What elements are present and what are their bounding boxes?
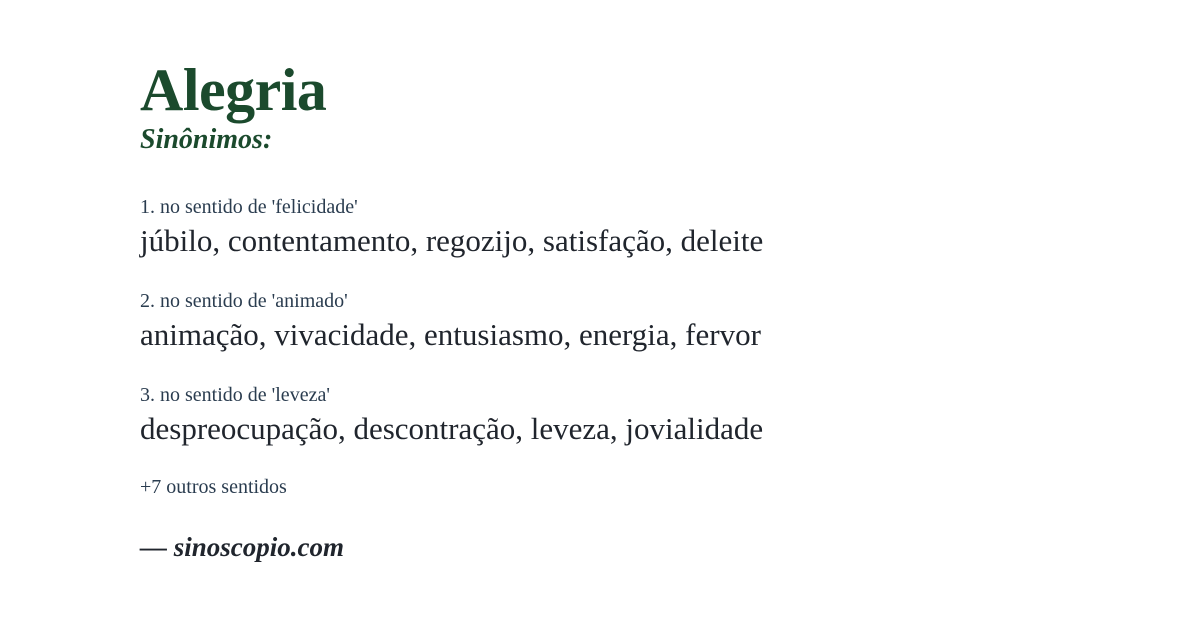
- sense-synonyms: animação, vivacidade, entusiasmo, energia, fervor: [140, 316, 761, 352]
- sense-label: 3. no sentido de 'leveza': [140, 383, 330, 406]
- senses-list: [140, 194, 1140, 450]
- sense-synonyms: júbilo, contentamento, regozijo, satisfação, deleite: [140, 223, 764, 258]
- sense-item: [140, 382, 1140, 450]
- sense-label: 1. no sentido de 'felicidade': [140, 196, 358, 218]
- more-senses-note: +7 outros sentidos: [140, 475, 287, 498]
- sense-item: [140, 288, 1140, 356]
- attribution: — sinoscopio.com: [140, 532, 345, 562]
- synonyms-heading: Sinônimos:: [140, 124, 273, 155]
- sense-label: 2. no sentido de 'animado': [140, 289, 348, 312]
- word-title: Alegria: [140, 57, 327, 123]
- sense-item: [140, 194, 1140, 262]
- sense-synonyms: despreocupação, descontração, leveza, jovialidade: [140, 410, 764, 446]
